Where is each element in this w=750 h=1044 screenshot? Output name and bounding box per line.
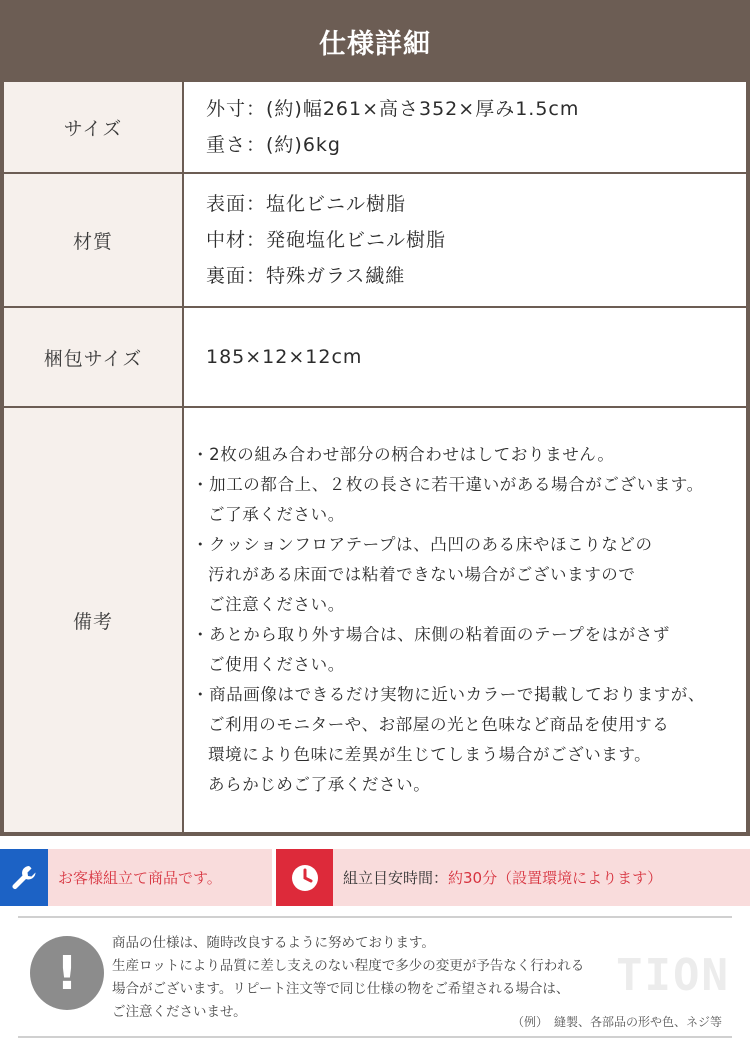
caution-watermark: TION [616,950,730,1001]
material-value [184,174,746,306]
package-line: 185×12×12cm [206,346,363,368]
spec-table [0,82,750,836]
weight-line: 重さ：(約)6kg [206,134,341,156]
assembly-time-label: 組立目安時間： [343,869,449,887]
note-line: ご注意ください。 [208,595,345,614]
assembly-text: お客様組立て商品です。 [58,869,222,887]
notes-value [184,408,746,832]
caution-notice [18,916,732,1038]
note-line: あらかじめご了承ください。 [208,775,431,794]
notice-line: 生産ロットにより品質に差し支えのない程度で多少の変更が予告なく行われる [112,958,585,974]
clock-icon [276,849,333,906]
page-title: 仕様詳細 [0,0,750,82]
material-line: 裏面：特殊ガラス繊維 [206,265,406,287]
spec-row-size [4,82,746,174]
assembly-time-banner [276,849,750,906]
package-label: 梱包サイズ [4,308,184,406]
size-label: サイズ [4,82,184,172]
assembly-time-value: 約30分（設置環境によります） [448,869,663,887]
notice-line: 商品の仕様は、随時改良するように努めております。 [112,935,435,951]
notice-line: 場合がございます。リピート注文等で同じ仕様の物をご希望される場合は、 [112,981,570,997]
size-line: 外寸：(約)幅261×高さ352×厚み1.5cm [206,98,580,120]
spec-row-material [4,174,746,308]
note-line: 汚れがある床面では粘着できない場合がございますので [208,565,636,584]
assembly-banner [0,849,272,906]
notes-label: 備考 [4,408,184,832]
material-line: 表面：塩化ビニル樹脂 [206,193,407,215]
notice-line: ご注意くださいませ。 [112,1004,247,1020]
note-line: ・2枚の組み合わせ部分の柄合わせはしておりません。 [192,445,615,464]
package-value [184,308,746,406]
notice-example: （例） 縫製、各部品の形や色、ネジ等 [511,1015,722,1029]
spec-row-notes [4,408,746,832]
material-line: 中材：発砲塩化ビニル樹脂 [206,229,447,251]
note-line: ご使用ください。 [208,655,345,674]
warning-icon: ! [30,936,104,1010]
note-line: ・加工の都合上、２枚の長さに若干違いがある場合がございます。 [192,475,704,494]
note-line: ご利用のモニターや、お部屋の光と色味など商品を使用する [208,715,670,734]
note-line: 環境により色味に差異が生じてしまう場合がございます。 [208,745,652,764]
wrench-icon [0,849,48,906]
material-label: 材質 [4,174,184,306]
note-line: ご了承ください。 [208,505,345,524]
note-line: ・あとから取り外す場合は、床側の粘着面のテープをはがさず [192,625,670,644]
note-line: ・クッションフロアテープは、凸凹のある床やほこりなどの [192,535,653,554]
spec-row-package [4,308,746,408]
size-value [184,82,746,172]
notice-body [112,932,712,1024]
assembly-time-text [333,867,662,888]
note-line: ・商品画像はできるだけ実物に近いカラーで掲載しておりますが、 [192,685,705,704]
